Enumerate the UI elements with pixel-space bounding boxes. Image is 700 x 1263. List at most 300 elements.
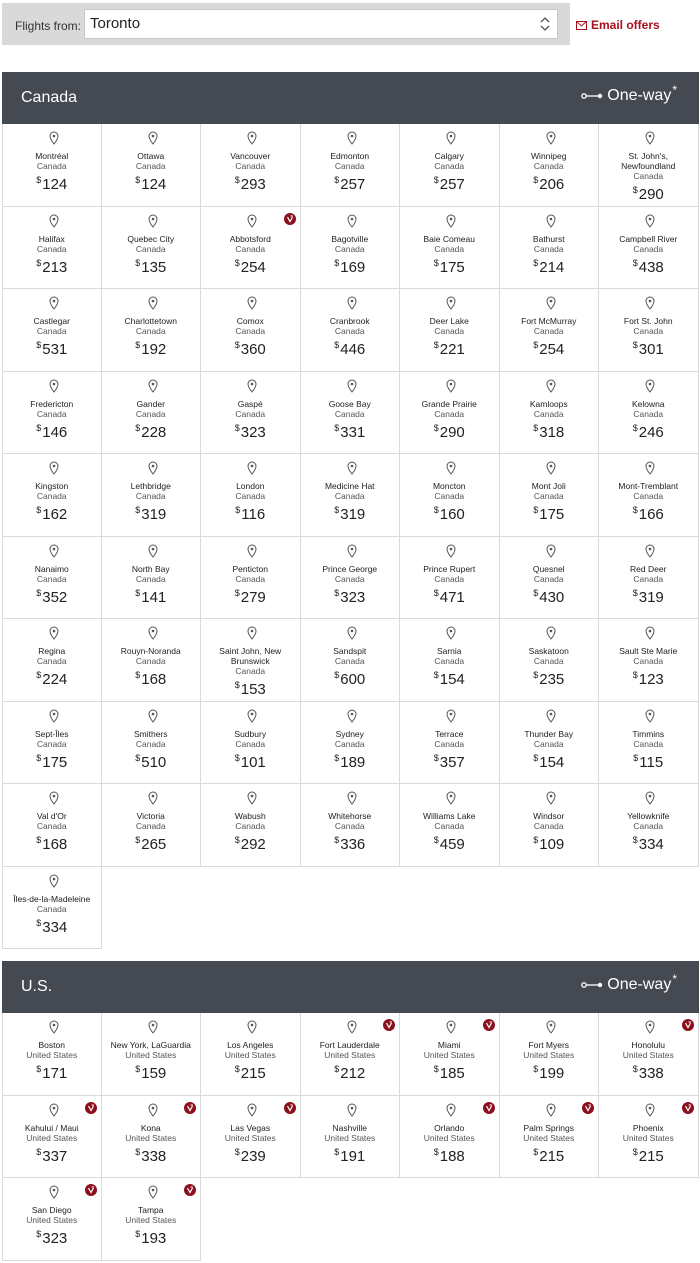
destination-price	[502, 419, 597, 442]
destination-card[interactable]	[599, 1096, 699, 1179]
destination-card[interactable]	[301, 289, 401, 372]
destination-country: Canada	[434, 243, 465, 254]
destination-card[interactable]	[102, 619, 202, 702]
destination-info	[502, 646, 597, 689]
destination-info	[5, 399, 99, 442]
currency-symbol: $	[234, 422, 240, 433]
price-amount: 166	[638, 506, 664, 523]
destination-price	[203, 254, 298, 277]
destination-card[interactable]	[2, 124, 102, 207]
destination-country: Canada	[135, 821, 166, 831]
destination-card[interactable]	[2, 289, 102, 372]
location-pin-icon	[446, 461, 456, 475]
location-pin-icon	[347, 296, 357, 310]
destination-info	[203, 564, 298, 607]
price-amount: 168	[141, 671, 167, 688]
location-pin-icon	[645, 1103, 655, 1117]
promo-badge-icon	[85, 1183, 97, 1195]
destination-card[interactable]	[102, 289, 202, 372]
destination-card[interactable]	[102, 1096, 202, 1179]
destination-card[interactable]	[500, 124, 600, 207]
price-amount: 192	[141, 341, 167, 358]
destination-city: Fort Lauderdale	[319, 1040, 380, 1050]
location-pin-icon	[645, 379, 655, 393]
destination-card[interactable]	[500, 537, 600, 620]
destination-info	[601, 1040, 696, 1083]
location-pin-icon	[645, 626, 655, 640]
destination-country: Canada	[633, 171, 664, 181]
destination-info	[402, 729, 497, 772]
destination-card[interactable]	[301, 702, 401, 785]
destination-city: Calgary	[434, 151, 464, 161]
destination-price	[502, 1060, 597, 1083]
location-pin-icon	[148, 1185, 158, 1199]
destination-card[interactable]	[102, 372, 202, 455]
destination-city: Goose Bay	[328, 398, 371, 409]
destination-card[interactable]	[301, 207, 401, 290]
destination-card[interactable]	[201, 289, 301, 372]
region-title: U.S.	[21, 978, 53, 995]
destination-price	[601, 501, 696, 524]
destination-price	[303, 419, 398, 442]
destination-card[interactable]	[201, 372, 301, 455]
destination-city: Nashville	[332, 1122, 367, 1133]
price-amount: 336	[340, 836, 366, 853]
location-pin-icon	[49, 791, 59, 805]
destination-country: Canada	[36, 903, 67, 914]
email-offers-label: Email offers	[591, 18, 660, 32]
destination-info	[5, 234, 99, 277]
location-pin-icon	[347, 1020, 357, 1034]
destination-card[interactable]	[301, 619, 401, 702]
destination-city: Moncton	[432, 481, 466, 491]
location-pin-icon	[645, 461, 655, 475]
destination-country: Canada	[434, 408, 465, 419]
location-pin-icon	[446, 1020, 456, 1034]
destination-info	[5, 564, 99, 607]
destination-city: Castlegar	[33, 316, 70, 326]
destination-info	[104, 481, 199, 524]
destination-city: Las Vegas	[230, 1122, 271, 1133]
destination-card[interactable]	[500, 289, 600, 372]
location-pin-icon	[546, 131, 556, 145]
destination-card[interactable]	[400, 784, 500, 867]
destination-info	[303, 481, 398, 524]
destination-country: Canada	[36, 821, 67, 831]
location-pin-icon	[49, 709, 59, 723]
destination-info	[303, 729, 398, 772]
trip-type-label: One-way	[607, 87, 672, 104]
destination-info	[601, 481, 696, 524]
currency-symbol: $	[433, 670, 439, 680]
destination-info	[601, 729, 696, 772]
price-amount: 357	[439, 753, 465, 771]
destination-card[interactable]	[599, 372, 699, 455]
destination-card[interactable]	[2, 867, 102, 950]
currency-symbol: $	[135, 587, 141, 598]
destination-price	[104, 171, 199, 194]
destination-price	[303, 831, 398, 854]
location-pin-icon	[247, 1020, 257, 1034]
destination-price	[5, 749, 99, 772]
destination-card[interactable]	[301, 1013, 401, 1096]
destination-info	[303, 151, 398, 194]
destination-city: Boston	[38, 1040, 65, 1050]
currency-symbol: $	[36, 505, 42, 515]
destination-city: Kingston	[35, 481, 69, 491]
destination-card[interactable]	[500, 1096, 600, 1179]
destination-card[interactable]	[2, 537, 102, 620]
location-pin-icon	[247, 709, 257, 723]
destination-city: Kona	[140, 1122, 161, 1133]
destination-price	[5, 419, 99, 442]
currency-symbol: $	[36, 917, 42, 928]
currency-symbol: $	[334, 422, 340, 433]
destination-card[interactable]	[2, 702, 102, 785]
destination-country: Canada	[36, 243, 67, 254]
location-pin-icon	[446, 791, 456, 805]
destination-card[interactable]	[500, 372, 600, 455]
destination-city: St. John's, Newfoundland	[621, 151, 676, 171]
currency-symbol: $	[36, 1146, 42, 1157]
price-amount: 323	[240, 423, 266, 441]
destination-city: Montréal	[35, 151, 69, 161]
promo-badge-icon	[184, 1101, 196, 1113]
destination-card[interactable]	[301, 454, 401, 537]
destination-card[interactable]	[201, 1013, 301, 1096]
destination-card[interactable]	[2, 784, 102, 867]
destination-card[interactable]	[500, 619, 600, 702]
destination-country: Canada	[633, 656, 664, 666]
destination-country: United States	[523, 1132, 575, 1143]
destination-card[interactable]	[2, 372, 102, 455]
location-pin-icon	[148, 626, 158, 640]
destination-price	[203, 584, 298, 607]
price-amount: 213	[42, 258, 68, 276]
destination-info	[104, 316, 199, 359]
currency-symbol: $	[234, 1064, 240, 1074]
destination-city: Edmonton	[330, 151, 370, 161]
price-amount: 185	[439, 1065, 465, 1082]
location-pin-icon	[446, 1103, 456, 1117]
destination-card[interactable]	[400, 207, 500, 290]
one-way-icon	[581, 91, 603, 101]
destination-card[interactable]	[400, 1096, 500, 1179]
location-pin-icon	[148, 709, 158, 723]
destination-card[interactable]	[102, 207, 202, 290]
destination-info	[502, 316, 597, 359]
destination-city: Prince Rupert	[423, 563, 476, 574]
destination-price	[104, 419, 199, 442]
destination-price	[104, 1060, 199, 1083]
location-pin-icon	[148, 296, 158, 310]
destination-price	[502, 831, 597, 854]
price-amount: 338	[638, 1065, 664, 1082]
destination-price	[303, 666, 398, 689]
price-amount: 109	[539, 836, 565, 853]
destination-country: Canada	[235, 821, 266, 831]
destination-card[interactable]	[201, 537, 301, 620]
price-amount: 471	[439, 588, 465, 606]
price-amount: 175	[539, 506, 565, 523]
destination-info	[502, 1123, 597, 1166]
destination-card[interactable]	[201, 454, 301, 537]
destination-country: Canada	[434, 573, 465, 584]
currency-symbol: $	[36, 1229, 42, 1239]
destination-country: Canada	[533, 656, 564, 666]
destination-card[interactable]	[102, 537, 202, 620]
destination-card[interactable]	[500, 454, 600, 537]
destination-card[interactable]	[400, 537, 500, 620]
destination-city: London	[236, 481, 265, 491]
price-amount: 323	[340, 588, 366, 606]
location-pin-icon	[148, 1103, 158, 1117]
destination-info	[402, 1123, 497, 1166]
location-pin-icon	[446, 214, 456, 228]
price-amount: 293	[240, 176, 266, 193]
location-pin-icon	[247, 626, 257, 640]
destination-city: Palm Springs	[523, 1122, 575, 1133]
destination-card[interactable]	[201, 124, 301, 207]
destination-city: Saskatoon	[528, 646, 569, 656]
destination-card[interactable]	[400, 1013, 500, 1096]
currency-symbol: $	[533, 1064, 539, 1074]
price-amount: 292	[240, 836, 266, 853]
destination-city: Phoenix	[632, 1122, 664, 1133]
destination-card[interactable]	[301, 372, 401, 455]
destination-country: Canada	[434, 738, 465, 749]
destination-city: Victoria	[136, 811, 165, 821]
destination-card[interactable]	[201, 619, 301, 702]
currency-symbol: $	[135, 257, 141, 268]
price-amount: 438	[638, 258, 664, 276]
destination-card[interactable]	[102, 702, 202, 785]
currency-symbol: $	[36, 752, 42, 763]
region-header	[2, 72, 699, 124]
destination-price	[104, 1225, 199, 1248]
destination-country: Canada	[434, 656, 465, 666]
destination-card[interactable]	[102, 124, 202, 207]
currency-symbol: $	[36, 340, 42, 350]
currency-symbol: $	[334, 752, 340, 763]
location-pin-icon	[645, 296, 655, 310]
location-pin-icon	[148, 131, 158, 145]
destination-info	[402, 151, 497, 194]
destination-info	[502, 1040, 597, 1083]
currency-symbol: $	[36, 257, 42, 268]
destination-card[interactable]	[599, 784, 699, 867]
destination-card[interactable]	[599, 207, 699, 290]
destination-info	[5, 1205, 99, 1248]
destination-card[interactable]	[500, 784, 600, 867]
currency-symbol: $	[334, 340, 340, 350]
promo-badge-icon	[85, 1101, 97, 1113]
destination-card[interactable]	[2, 1096, 102, 1179]
destination-price	[5, 171, 99, 194]
destination-country: United States	[324, 1050, 376, 1060]
destination-info	[601, 646, 696, 689]
price-amount: 141	[141, 588, 167, 606]
destination-info	[203, 316, 298, 359]
destination-info	[601, 316, 696, 359]
destination-card[interactable]	[599, 619, 699, 702]
destination-card[interactable]	[201, 784, 301, 867]
destination-card[interactable]	[500, 207, 600, 290]
destination-card[interactable]	[2, 1178, 102, 1261]
location-pin-icon	[347, 1103, 357, 1117]
destination-card[interactable]	[201, 1096, 301, 1179]
destination-city: Comox	[236, 316, 264, 326]
destination-city: North Bay	[131, 563, 170, 574]
destination-price	[5, 1060, 99, 1083]
destination-city: Sept-Îles	[34, 728, 69, 739]
destination-info	[303, 646, 398, 689]
destination-info	[601, 811, 696, 854]
destination-city: Mont Joli	[531, 481, 566, 491]
destination-card[interactable]	[102, 784, 202, 867]
destination-card[interactable]	[400, 702, 500, 785]
destination-card[interactable]	[2, 619, 102, 702]
location-pin-icon	[347, 544, 357, 558]
destination-card[interactable]	[500, 702, 600, 785]
destination-city: Lethbridge	[130, 481, 171, 491]
destination-info	[104, 1040, 199, 1083]
destination-info	[104, 151, 199, 194]
destination-card[interactable]	[102, 454, 202, 537]
search-bar	[0, 0, 700, 46]
destination-card[interactable]	[2, 207, 102, 290]
destination-country: Canada	[36, 326, 67, 336]
destination-card[interactable]	[2, 454, 102, 537]
location-pin-icon	[347, 131, 357, 145]
destination-price	[104, 831, 199, 854]
destination-card[interactable]	[400, 454, 500, 537]
destination-card[interactable]	[201, 702, 301, 785]
destination-info	[5, 894, 99, 937]
location-pin-icon	[645, 1020, 655, 1034]
price-amount: 188	[439, 1147, 465, 1165]
destination-info	[5, 1040, 99, 1083]
destination-info	[402, 811, 497, 854]
destination-price	[303, 171, 398, 194]
destination-price	[5, 254, 99, 277]
destination-info	[5, 1123, 99, 1166]
price-amount: 290	[439, 423, 465, 441]
destination-card[interactable]	[400, 372, 500, 455]
destination-card[interactable]	[301, 784, 401, 867]
currency-symbol: $	[135, 670, 141, 680]
destination-price	[104, 501, 199, 524]
promo-badge-icon	[383, 1018, 395, 1030]
destination-info	[104, 564, 199, 607]
destination-card[interactable]	[599, 124, 699, 207]
price-amount: 116	[241, 506, 266, 523]
destination-city: Halifax	[38, 233, 65, 244]
price-amount: 221	[439, 341, 465, 358]
destination-card[interactable]	[102, 1178, 202, 1261]
destination-country: Canada	[334, 573, 365, 584]
destination-price	[104, 336, 199, 359]
destination-country: Canada	[434, 821, 465, 831]
price-amount: 154	[439, 671, 465, 688]
price-amount: 446	[340, 341, 366, 358]
destination-card[interactable]	[599, 1013, 699, 1096]
destination-city: Sarnia	[436, 646, 462, 656]
destination-country: Canada	[135, 326, 166, 336]
origin-select[interactable]	[84, 9, 558, 39]
destination-city: Kamloops	[529, 398, 568, 409]
trip-type-marker: *	[672, 972, 677, 986]
destination-price	[203, 501, 298, 524]
destination-card[interactable]	[599, 702, 699, 785]
location-pin-icon	[247, 544, 257, 558]
destination-price	[502, 584, 597, 607]
destination-card[interactable]	[301, 537, 401, 620]
currency-symbol: $	[235, 505, 241, 515]
destination-card[interactable]	[2, 1013, 102, 1096]
destination-price	[402, 171, 497, 194]
destination-price	[5, 831, 99, 854]
destination-info	[502, 481, 597, 524]
location-pin-icon	[247, 379, 257, 393]
destination-city: Sudbury	[234, 728, 267, 739]
destination-card[interactable]	[201, 207, 301, 290]
currency-symbol: $	[433, 1064, 439, 1074]
destination-card[interactable]	[301, 1096, 401, 1179]
destination-country: Canada	[434, 491, 465, 501]
currency-symbol: $	[533, 175, 539, 185]
destination-card[interactable]	[500, 1013, 600, 1096]
location-pin-icon	[446, 544, 456, 558]
price-amount: 153	[240, 681, 266, 698]
price-amount: 510	[141, 753, 167, 771]
price-amount: 319	[141, 506, 167, 523]
destination-country: United States	[125, 1050, 177, 1060]
price-amount: 215	[539, 1147, 565, 1165]
destination-country: Canada	[135, 656, 166, 666]
destination-card[interactable]	[599, 289, 699, 372]
destination-info	[402, 234, 497, 277]
destination-card[interactable]	[599, 454, 699, 537]
email-offers-link[interactable]	[576, 18, 660, 32]
destination-card[interactable]	[599, 537, 699, 620]
destination-country: Canada	[235, 738, 266, 749]
destination-card[interactable]	[102, 1013, 202, 1096]
price-amount: 239	[240, 1147, 266, 1165]
destination-card[interactable]	[400, 124, 500, 207]
location-pin-icon	[546, 791, 556, 805]
destination-price	[601, 749, 696, 772]
currency-symbol: $	[334, 257, 340, 268]
destination-city: Kelowna	[631, 398, 665, 409]
price-amount: 430	[539, 588, 565, 606]
destination-info	[502, 811, 597, 854]
destination-card[interactable]	[301, 124, 401, 207]
destination-country: Canada	[235, 666, 266, 676]
location-pin-icon	[546, 379, 556, 393]
destination-country: Canada	[334, 656, 365, 666]
currency-symbol: $	[433, 422, 439, 433]
currency-symbol: $	[533, 752, 539, 763]
destination-card[interactable]	[400, 289, 500, 372]
envelope-icon	[576, 21, 587, 30]
destination-city: Sault Ste Marie	[619, 646, 678, 656]
destination-card[interactable]	[400, 619, 500, 702]
price-amount: 206	[539, 176, 565, 193]
currency-symbol: $	[632, 422, 638, 433]
currency-symbol: $	[36, 835, 42, 845]
currency-symbol: $	[334, 835, 340, 845]
